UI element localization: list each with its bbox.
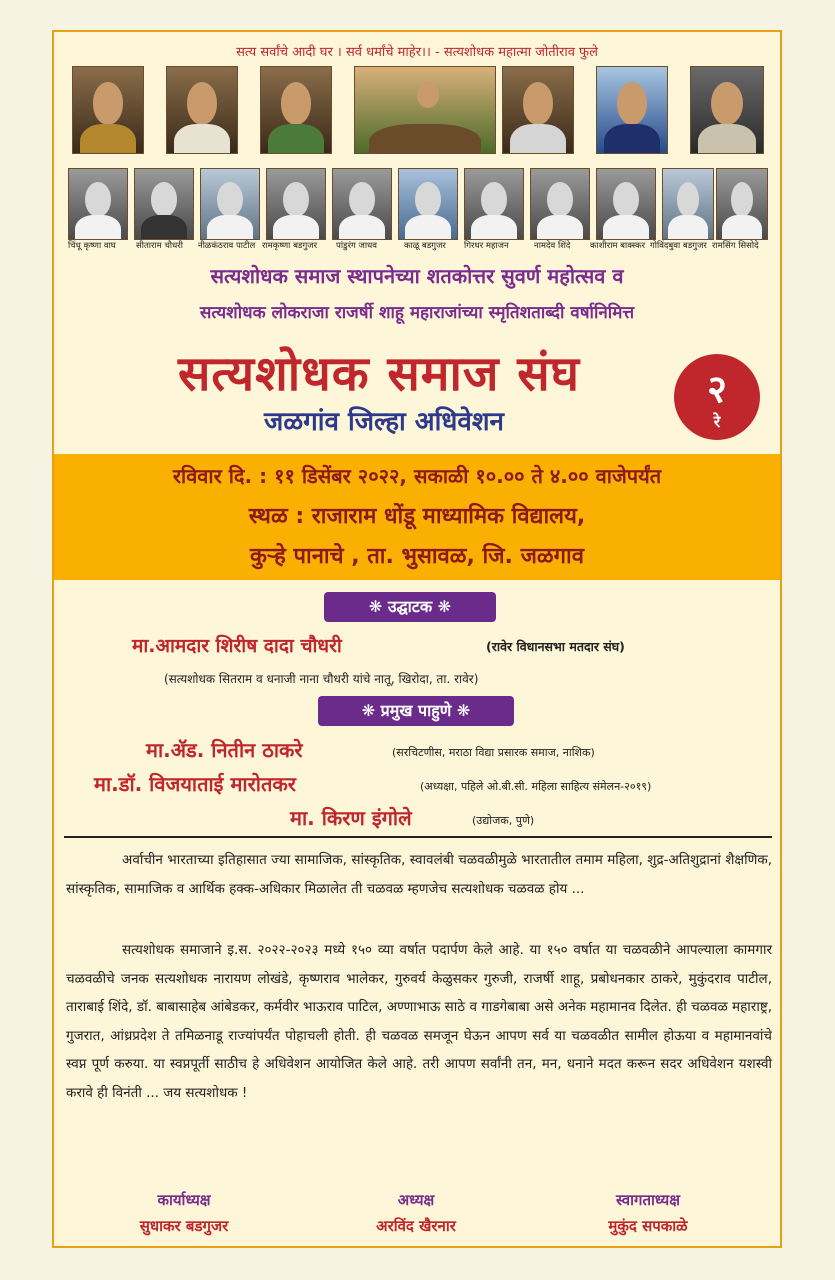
paragraph-2: सत्यशोधक समाजाने इ.स. २०२२-२०२३ मध्ये १५० व्या वर्षात पदार्पण केले आहे. या १५० वर्षात या चळवळीने आपल्याला कामगार चळवळीचे जनक सत्यशोधक नारायण लोखंडे, कृष्णराव भालेकर, गुरुवर्य केळुसकर गुरुजी, राजर्षी शाहू, प्रबोधनकार ठाकरे, मुकुंदराव पाटील, ताराबाई शिंदे, डॉ. बाबासाहेब आंबेडकर, कर्मवीर भाऊराव पाटिल, अण्णाभाऊ साठे व गाडगेबाबा असे अनेक महामानव दिलेत. ही चळवळ महाराष्ट्र, गुजरात, आंध्रप्रदेश ते तमिळनाडू राज्यांपर्यंत पोहाचली होती. ही चळवळ समजून घेऊन आपण सर्व या चळवळीत सामील होऊया व महामानवांचे स्वप्न पूर्ण करुया. या स्वप्नपूर्ती साठीच हे अधिवेशन आयोजित केले आहे. तरी आपण सर्वांनी तन, मन, धनाने मदत करून सदर अधिवेशन यशस्वी करावे ही विनंती ... जय सत्यशोधक !	[66, 942, 772, 1101]
portrait-row2-3	[200, 168, 260, 240]
top-quote: सत्य सर्वांचे आदी घर । सर्व धर्मांचे माहेर।। - सत्यशोधक महात्मा जोतीराव फुले	[236, 45, 598, 60]
portrait-row2-10	[662, 168, 714, 240]
subtitle: जळगांव जिल्हा अधिवेशन	[264, 407, 504, 437]
portrait-row2-11	[716, 168, 768, 240]
signatory-2-name: अरविंद खैरनार	[376, 1217, 456, 1235]
event-venue-1: स्थळ : राजाराम धोंडू माध्यामिक विद्यालय,	[248, 504, 586, 529]
event-venue-2: कुऱ्हे पानाचे , ता. भुसावळ, जि. जळगाव	[250, 544, 584, 569]
portrait-top-6	[596, 66, 668, 154]
portrait-row2-7	[464, 168, 524, 240]
portrait-row2-6	[398, 168, 458, 240]
portrait-top-1	[72, 66, 144, 154]
poster-frame	[52, 30, 782, 1248]
portrait-name: पांडुरंग जाधव	[336, 241, 378, 251]
main-title: सत्यशोधक समाज संघ	[177, 346, 581, 402]
guest-3-name: मा. किरण इंगोले	[290, 806, 412, 830]
portrait-name: गोविंदबुवा बडगुजर	[650, 241, 707, 251]
portrait-row2-5	[332, 168, 392, 240]
portrait-name: रामसिंग सिसोदे	[712, 241, 759, 251]
portrait-row2-1	[68, 168, 128, 240]
divider	[64, 836, 772, 838]
paragraph-1: अर्वाचीन भारताच्या इतिहासात ज्या सामाजिक, सांस्कृतिक, स्वावलंबी चळवळीमुळे भारतातील तमाम महिला, शुद्र-अतिशुद्रानां शैक्षणिक, सांस्कृतिक, सामाजिक व आर्थिक हक्क-अधिकार मिळालेत ती चळवळ म्हणजेच सत्यशोधक चळवळ होय ...	[66, 852, 772, 897]
guest-2-role: (अध्यक्षा, पहिले ओ.बी.सी. महिला साहित्य संमेलन-२०१९)	[420, 780, 652, 793]
heading-line-2: सत्यशोधक लोकराजा राजर्षी शाहू महाराजांच्या स्मृतिशताब्दी वर्षानिमित्त	[199, 303, 635, 323]
portrait-top-3	[260, 66, 332, 154]
portrait-name: चिंधू कृष्णा वाघ	[68, 241, 116, 251]
signatory-1-title: कार्याध्यक्ष	[157, 1191, 211, 1209]
event-date: रविवार दि. : ११ डिसेंबर २०२२, सकाळी १०.०० ते ४.०० वाजेपर्यंत	[172, 464, 662, 488]
heading-line-1: सत्यशोधक समाज स्थापनेच्या शतकोत्तर सुवर्ण महोत्सव व	[210, 264, 624, 288]
portrait-name: काशीराम बाक्स्कर	[590, 241, 646, 251]
portrait-name: नामदेव शिंदे	[534, 241, 571, 251]
guest-2-name: मा.डॉ. विजयाताई मारोतकर	[94, 772, 296, 796]
portrait-top-5	[502, 66, 574, 154]
portrait-name: रामकृष्णा बडगुजर	[262, 241, 318, 251]
event-banner	[54, 454, 780, 580]
signatory-3-title: स्वागताध्यक्ष	[615, 1191, 681, 1209]
signatory-2-title: अध्यक्ष	[397, 1191, 435, 1209]
edition-badge	[674, 354, 760, 440]
guests-label: ❋ प्रमुख पाहुणे ❋	[318, 696, 514, 726]
portrait-row2-8	[530, 168, 590, 240]
portrait-name: सीताराम चौधरी	[136, 241, 183, 251]
portrait-name: गिरधर महाजन	[464, 241, 509, 251]
guest-3-role: (उद्योजक, पुणे)	[472, 814, 535, 827]
guest-1-name: मा.ॲड. नितीन ठाकरे	[146, 738, 303, 762]
portrait-top-7	[690, 66, 764, 154]
inaugurator-name: मा.आमदार शिरीष दादा चौधरी	[132, 635, 342, 657]
inaugurator-note: (सत्यशोधक सितराम व धनाजी नाना चौधरी यांचे नातू, खिरोदा, ता. रावेर)	[164, 672, 479, 686]
portrait-top-4	[354, 66, 496, 154]
portrait-row2-4	[266, 168, 326, 240]
portrait-top-2	[166, 66, 238, 154]
portrait-name: काळू बडगुजर	[404, 241, 446, 251]
guest-1-role: (सरचिटणीस, मराठा विद्या प्रसारक समाज, नाशिक)	[392, 746, 595, 759]
portrait-name: नीळकंठराव पाटील	[198, 241, 256, 251]
signatory-1-name: सुधाकर बडगुजर	[139, 1217, 229, 1235]
portrait-row2-9	[596, 168, 656, 240]
signatory-3-name: मुकुंद सपकाळे	[608, 1217, 688, 1235]
portrait-row2-2	[134, 168, 194, 240]
inaugurator-label: ❋ उद्घाटक ❋	[324, 592, 496, 622]
inaugurator-role: (रावेर विधानसभा मतदार संघ)	[486, 639, 625, 654]
edition-suffix: रे	[713, 412, 721, 431]
edition-number: २	[707, 367, 727, 411]
